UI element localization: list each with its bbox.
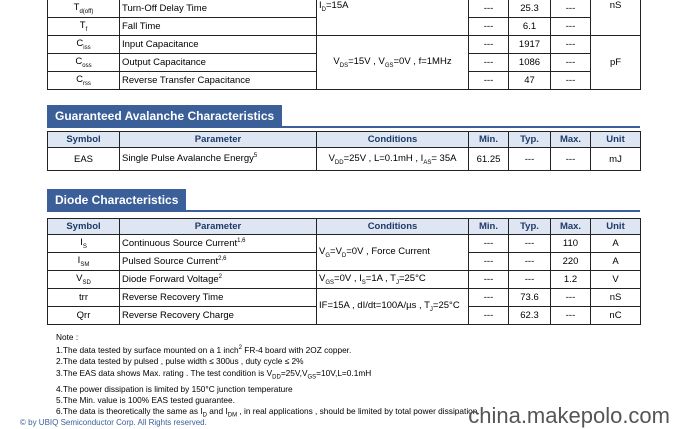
note-5: 5.The Min. value is 100% EAS tested guarantee. xyxy=(56,394,235,405)
notes xyxy=(56,332,480,422)
note-2: 2.The data tested by pulsed , pulse width ≤ 300us , duty cycle ≤ 2% xyxy=(56,356,304,367)
table-row: $C_{iss}$ Input Capacitance $V_{DS}=15V$ , $V_{GS}=0V$ , f=1MHz --- 1917 --- pF xyxy=(48,36,641,54)
diode-table xyxy=(47,218,641,325)
table-row: $C_{oss}$ Output Capacitance --- 1086 --- xyxy=(48,54,641,72)
watermark: china.makepolo.com xyxy=(468,403,670,428)
table-row: Qrr Reverse Recovery Charge --- 62.3 --- nC xyxy=(48,307,641,325)
table-row: $V_{SD}$ Diode Forward Voltage$^2$ $V_{GS}=0V$ , $I_S=1A$ , $T_J=25^\circ C$ --- --- 1.2 V xyxy=(48,271,641,289)
note-4: 4.The power dissipation is limited by 150°C junction temperature xyxy=(56,383,293,394)
table-row: $T_{d(off)}$ Turn-Off Delay Time $I_D=15A$ --- 25.3 --- nS xyxy=(48,0,641,18)
diode-section-title: Diode Characteristics xyxy=(47,189,186,211)
table-row: $I_S$ Continuous Source Current$^{1,6}$ $V_G=V_D=0V$ , Force Current --- --- 110 A xyxy=(48,235,641,253)
table-row: trr Reverse Recovery Time IF=15A , dI/dt=100A/µs , $T_J=25^\circ C$ --- 73.6 --- nS xyxy=(48,289,641,307)
section-rule xyxy=(47,126,640,128)
top-table xyxy=(47,0,641,90)
table-header-row: Symbol Parameter Conditions Min. Typ. Max. Unit xyxy=(48,219,641,235)
table-row: $T_f$ Fall Time --- 6.1 --- xyxy=(48,18,641,36)
avalanche-table xyxy=(47,131,641,171)
table-row: EAS Single Pulse Avalanche Energy$^5$ $V_{DD}=25V$ , L=0.1mH , $I_{AS}= 35A$ 61.25 --- --- mJ xyxy=(48,148,641,171)
section-rule xyxy=(47,210,640,212)
note-1: 1.The data tested by surface mounted on a 1 inch$^2$ FR-4 board with 2OZ copper. xyxy=(56,345,352,356)
table-row: $I_{SM}$ Pulsed Source Current$^{2,6}$ --- --- 220 A xyxy=(48,253,641,271)
avalanche-section-title: Guaranteed Avalanche Characteristics xyxy=(47,105,282,127)
note-6: 6.The data is theoretically the same as $I_D$ and $I_{DM}$ , in real applications , should be limited by total power dissipation. xyxy=(56,406,480,419)
table-row: $C_{rss}$ Reverse Transfer Capacitance --- 47 --- xyxy=(48,72,641,90)
table-header-row: Symbol Parameter Conditions Min. Typ. Max. Unit xyxy=(48,132,641,148)
note-3: 3.The EAS data shows Max. rating . The test condition is $V_{DD}=25V,V_{GS}=10V,L=0.1mH$ xyxy=(56,367,372,381)
notes-heading: Note : xyxy=(56,332,79,342)
copyright-footer: © by UBIQ Semiconductor Corp. All Rights reserved. xyxy=(20,418,207,427)
